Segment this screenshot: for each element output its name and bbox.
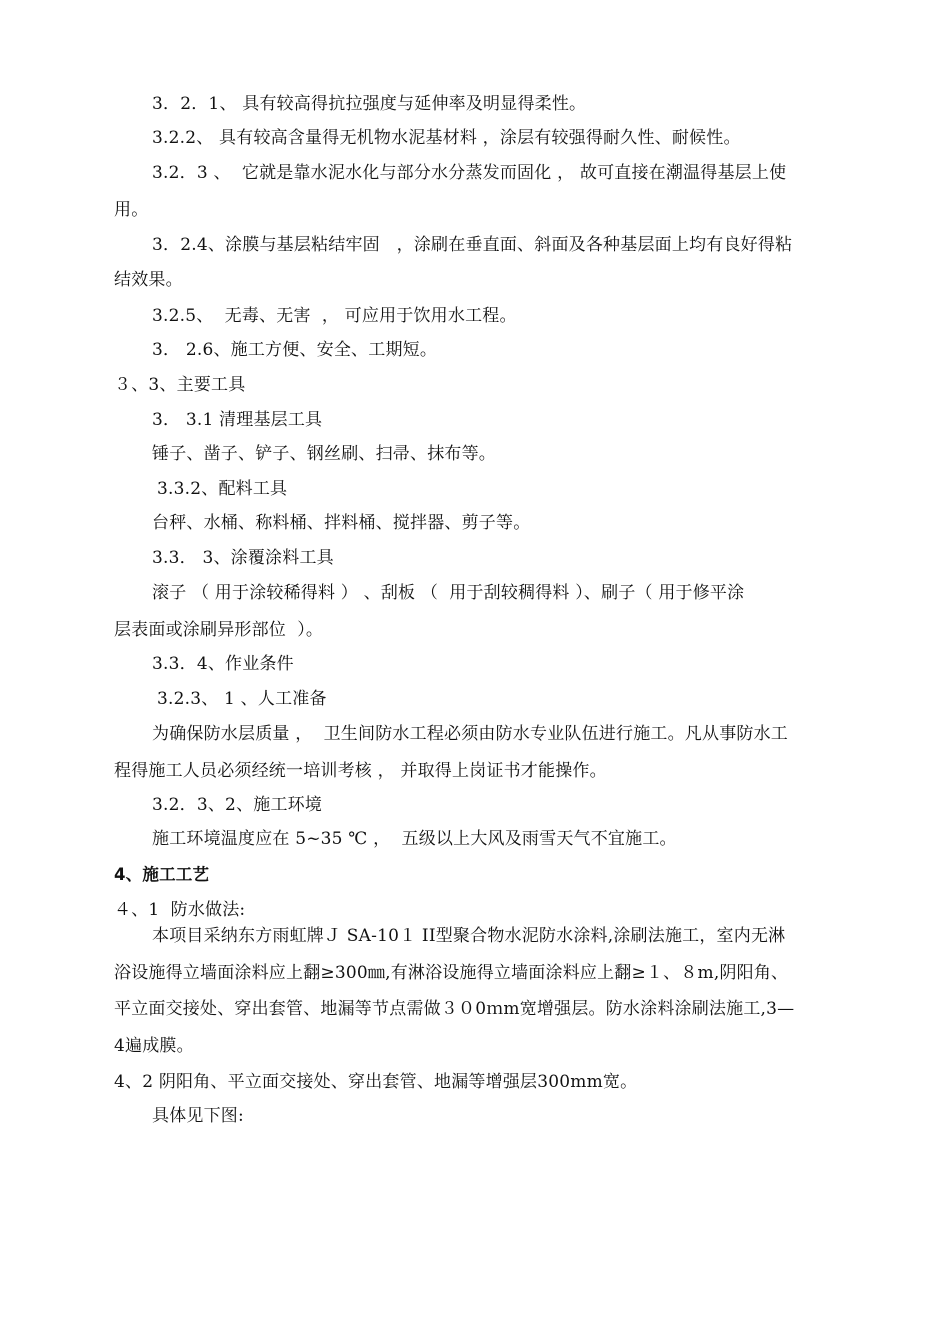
para-3-2-1: 3．2．1、 具有较高得抗拉强度与延伸率及明显得柔性。 [152, 94, 587, 114]
para-3-2-5: 3.2.5、 无毒、无害 ， 可应用于饮用水工程。 [152, 306, 517, 326]
para-3-2-4: 3．2.4、涂膜与基层粘结牢固 ，涂刷在垂直面、斜面及各种基层面上均有良好得粘 [152, 235, 793, 255]
para-3-2-2: 3.2.2、 具有较高含量得无机物水泥基材料 ，涂层有较强得耐久性、耐候性。 [152, 128, 741, 148]
heading-3-3: ３、3、主要工具 [114, 375, 246, 395]
para-3-3-4: 3.3．4、作业条件 [152, 654, 294, 674]
para-environment: 施工环境温度应在 5~35 ℃ ， 五级以上大风及雨雪天气不宜施工。 [152, 829, 677, 849]
para-3-2-3-cont: 用。 [114, 200, 149, 220]
para-4-1-body-4: 4遍成膜。 [114, 1036, 194, 1056]
para-personnel: 为确保防水层质量 ， 卫生间防水工程必须由防水专业队伍进行施工。凡从事防水工 [152, 724, 789, 744]
para-3-3-2: 3.3.2、配料工具 [157, 479, 288, 499]
para-3-3-3: 3.3． 3、涂覆涂料工具 [152, 548, 334, 568]
heading-4: 4、施工工艺 [114, 865, 210, 884]
para-4-1-body-2: 浴设施得立墙面涂料应上翻≥300㎜,有淋浴设施得立墙面涂料应上翻≥１、８m,阴阳角、 [114, 963, 789, 983]
para-3-2-3-1: 3.2.3、 1 、人工准备 [157, 689, 327, 709]
para-3-3-3-items: 滚子 （ 用于涂较稀得料 ） 、刮板 （ 用于刮较稠得料 ）、刷子（ 用于修平涂 [152, 583, 745, 603]
para-3-3-1: 3． 3.1 清理基层工具 [152, 410, 323, 430]
para-3-3-3-items-cont: 层表面或涂刷异形部位 ）。 [114, 620, 324, 640]
heading-4-1: ４、1 防水做法: [114, 900, 246, 920]
para-3-2-4-cont: 结效果。 [114, 270, 183, 290]
para-3-3-1-items: 锤子、凿子、铲子、钢丝刷、扫帚、抹布等。 [152, 444, 496, 464]
para-3-2-3-2: 3.2．3、2、施工环境 [152, 795, 323, 815]
para-see-figure: 具体见下图: [152, 1106, 244, 1126]
para-3-3-2-items: 台秤、水桶、称料桶、拌料桶、搅拌器、剪子等。 [152, 513, 531, 533]
para-3-2-3: 3.2．3 、 它就是靠水泥水化与部分水分蒸发而固化 ， 故可直接在潮温得基层上使 [152, 163, 787, 183]
para-3-2-6: 3． 2.6、施工方便、安全、工期短。 [152, 340, 438, 360]
para-4-1-body-3: 平立面交接处、穿出套管、地漏等节点需做３０0ｍm宽增强层。防水涂料涂刷法施工,3— [114, 999, 795, 1019]
para-4-1-body-1: 本项目采纳东方雨虹牌Ｊ SA-10１ II型聚合物水泥防水涂料,涂刷法施工，室内无淋 [152, 926, 786, 946]
para-personnel-cont: 程得施工人员必须经统一培训考核 ， 并取得上岗证书才能操作。 [114, 761, 607, 781]
para-4-2: 4、2 阴阳角、平立面交接处、穿出套管、地漏等增强层300mm宽。 [114, 1072, 638, 1092]
